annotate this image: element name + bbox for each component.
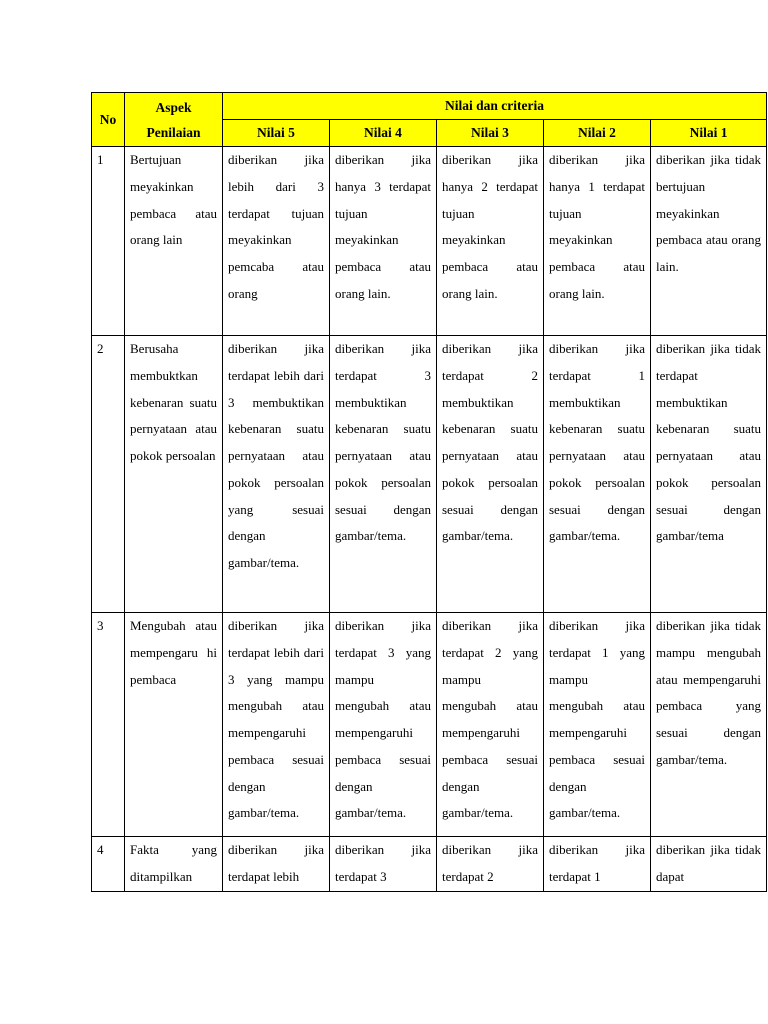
row-aspect: Mengubah atau mempengaru hi pembaca — [125, 613, 223, 837]
criteria-score-4: diberikan jika terdapat 3 membuktikan kebenaran suatu pernyataan atau pokok persoalan sesuai dengan gambar/tema. — [330, 336, 437, 613]
row-aspect: Berusaha membuktkan kebenaran suatu pernyataan atau pokok persoalan — [125, 336, 223, 613]
criteria-score-4: diberikan jika terdapat 3 yang mampu mengubah atau mempengaruhi pembaca sesuai dengan gambar/tema. — [330, 613, 437, 837]
criteria-score-1: diberikan jika tidak bertujuan meyakinkan pembaca atau orang lain. — [651, 147, 767, 336]
criteria-score-1: diberikan jika tidak terdapat membuktikan kebenaran suatu pernyataan atau pokok persoalan sesuai dengan gambar/tema — [651, 336, 767, 613]
header-group: Nilai dan criteria — [223, 93, 767, 120]
criteria-score-5: diberikan jika lebih dari 3 terdapat tujuan meyakinkan pemcaba atau orang — [223, 147, 330, 336]
table-row — [92, 613, 767, 837]
criteria-score-5: diberikan jika terdapat lebih dari 3 membuktikan kebenaran suatu pernyataan atau pokok persoalan yang sesuai dengan gambar/tema. — [223, 336, 330, 613]
header-score-4: Nilai 4 — [330, 120, 437, 147]
header-aspect-line1: Aspek — [155, 99, 192, 115]
table-row — [92, 336, 767, 613]
criteria-score-2: diberikan jika terdapat 1 yang mampu mengubah atau mempengaruhi pembaca sesuai dengan gambar/tema. — [544, 613, 651, 837]
table-row — [92, 837, 767, 892]
row-number: 4 — [92, 837, 125, 892]
criteria-score-2: diberikan jika terdapat 1 membuktikan kebenaran suatu pernyataan atau pokok persoalan sesuai dengan gambar/tema. — [544, 336, 651, 613]
row-aspect: Fakta yang ditampilkan — [125, 837, 223, 892]
row-number: 2 — [92, 336, 125, 613]
criteria-score-2: diberikan jika terdapat 1 — [544, 837, 651, 892]
header-score-2: Nilai 2 — [544, 120, 651, 147]
criteria-score-3: diberikan jika terdapat 2 yang mampu mengubah atau mempengaruhi pembaca sesuai dengan gambar/tema. — [437, 613, 544, 837]
table-row — [92, 147, 767, 336]
criteria-score-3: diberikan jika terdapat 2 — [437, 837, 544, 892]
header-no: No — [92, 93, 125, 147]
criteria-score-3: diberikan jika hanya 2 terdapat tujuan meyakinkan pembaca atau orang lain. — [437, 147, 544, 336]
row-number: 3 — [92, 613, 125, 837]
criteria-score-1: diberikan jika tidak dapat — [651, 837, 767, 892]
criteria-score-1: diberikan jika tidak mampu mengubah atau mempengaruhi pembaca yang sesuai dengan gambar/tema. — [651, 613, 767, 837]
row-aspect: Bertujuan meyakinkan pembaca atau orang lain — [125, 147, 223, 336]
criteria-score-5: diberikan jika terdapat lebih — [223, 837, 330, 892]
header-aspect — [125, 93, 223, 147]
header-row-1 — [92, 93, 767, 120]
header-score-3: Nilai 3 — [437, 120, 544, 147]
header-score-1: Nilai 1 — [651, 120, 767, 147]
criteria-score-5: diberikan jika terdapat lebih dari 3 yang mampu mengubah atau mempengaruhi pembaca sesuai dengan gambar/tema. — [223, 613, 330, 837]
criteria-score-4: diberikan jika hanya 3 terdapat tujuan meyakinkan pembaca atau orang lain. — [330, 147, 437, 336]
rubric-table — [91, 92, 767, 892]
criteria-score-3: diberikan jika terdapat 2 membuktikan kebenaran suatu pernyataan atau pokok persoalan sesuai dengan gambar/tema. — [437, 336, 544, 613]
criteria-score-4: diberikan jika terdapat 3 — [330, 837, 437, 892]
criteria-score-2: diberikan jika hanya 1 terdapat tujuan meyakinkan pembaca atau orang lain. — [544, 147, 651, 336]
row-number: 1 — [92, 147, 125, 336]
header-aspect-line2: Penilaian — [146, 124, 201, 140]
header-score-5: Nilai 5 — [223, 120, 330, 147]
